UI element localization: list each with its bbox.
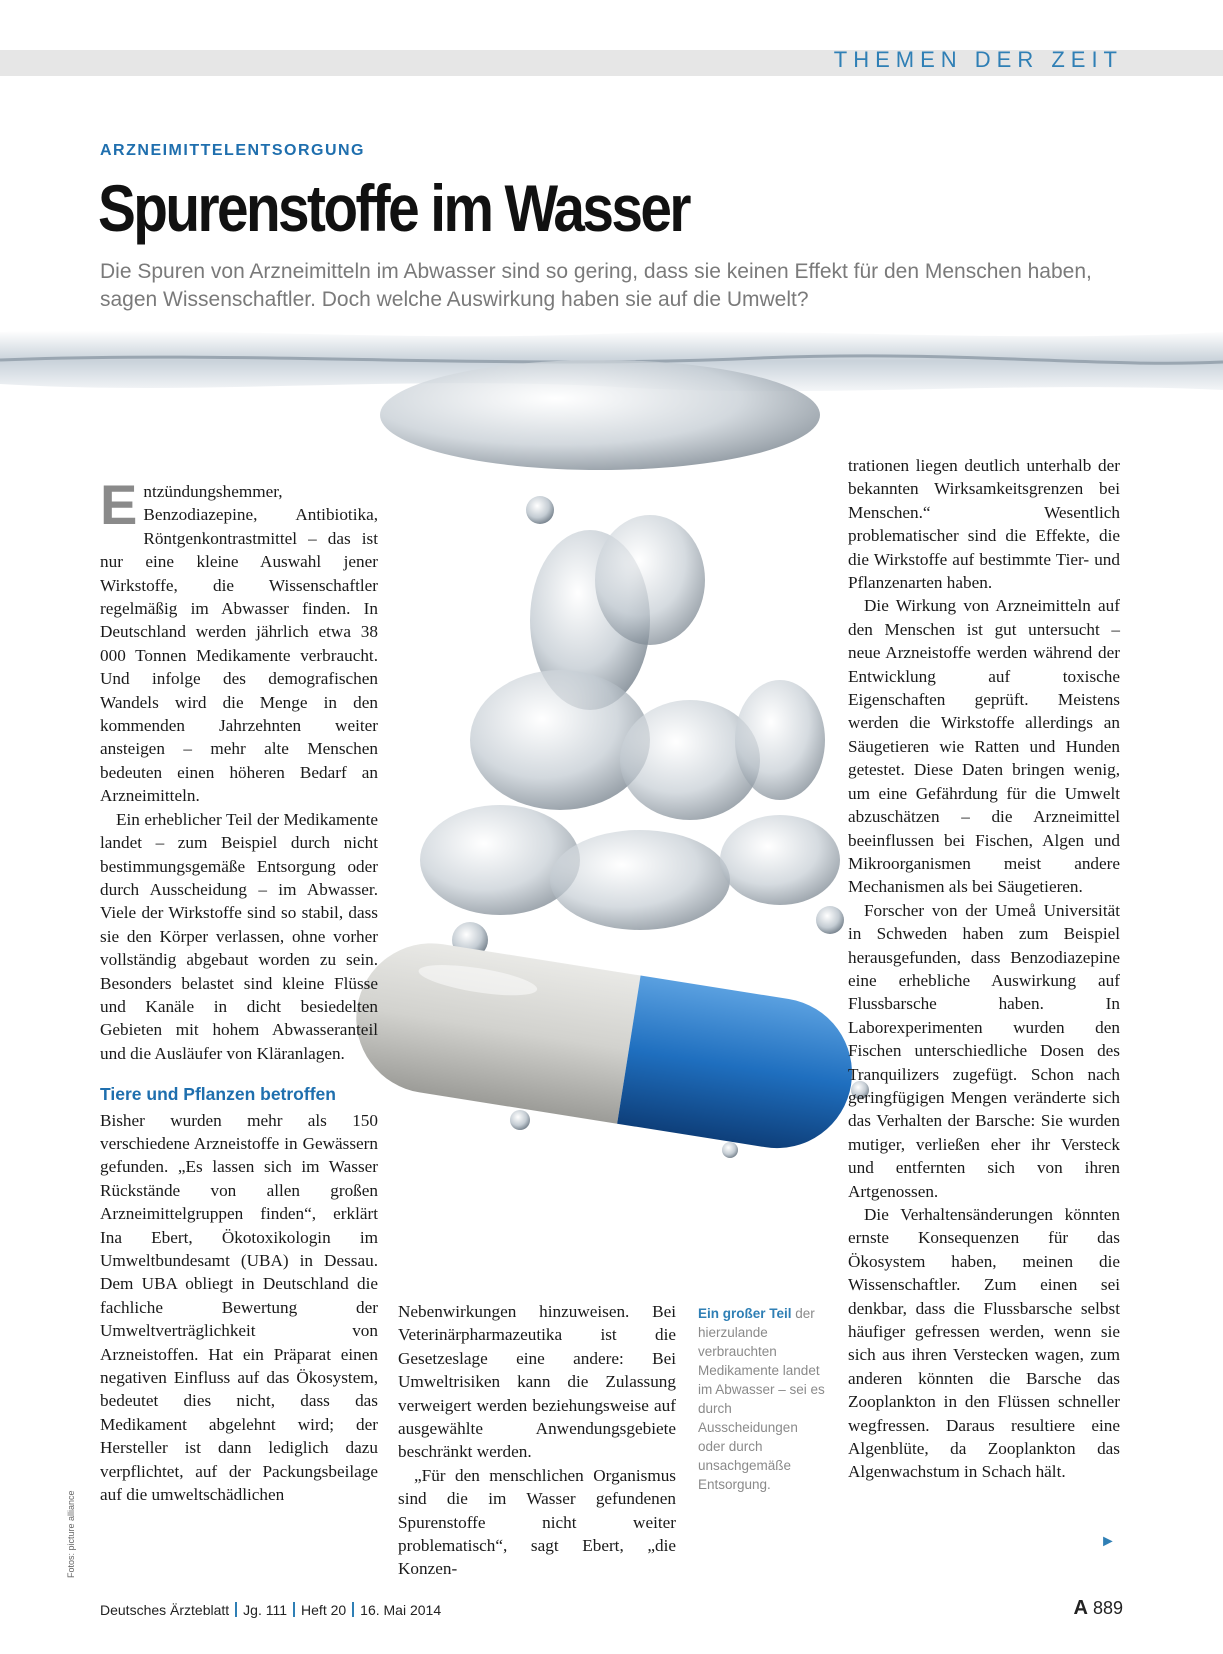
article-lead: Die Spuren von Arzneimitteln im Abwasser sind so gering, dass sie keinen Effekt für den Menschen haben, sagen Wissenschaftler. Doch welche Auswirkung haben sie auf die Umwelt? — [100, 260, 1092, 311]
article-kicker: ARZNEIMITTELENTSORGUNG — [100, 142, 365, 159]
paragraph: Forscher von der Umeå Universität in Schweden haben zum Beispiel herausgefunden, dass Benzodiazepine eine erhebliche Auswirkung auf Flussbarsche haben. In Laborexperimenten wurden den Fischen unterschiedliche Dosen des Tranquilizers zugefügt. Schon nach geringfügigen Mengen veränderte sich das Verhalten der Barsche: Sie wurden mutiger, verließen eher ihr Versteck und entfernten sich von ihren Artgenossen. — [848, 900, 1120, 1201]
column-1 — [100, 473, 378, 1506]
journal-name: Deutsches Ärzteblatt — [100, 1602, 230, 1618]
image-caption — [698, 1304, 828, 1494]
page-number — [1073, 1597, 1123, 1620]
caption-lead: Ein großer Teil — [698, 1306, 792, 1321]
paragraph: Die Verhaltensänderungen könnten ernste Konsequenzen für das Ökosystem haben, meinen die Wissenschaftler. Zum einen sei denkbar, dass die Flussbarsche selbst häufiger gefressen werden, wenn sie sich aus ihren Verstecken wagen, zum anderen könnten die Barsche das Zooplankton in den Flüssen schneller wegfressen. Daraus resultiere eine Algenblüte, da Zooplankton das Algenwachstum in Schach hält. — [848, 1205, 1120, 1482]
paragraph: trationen liegen deutlich unterhalb der bekannten Wirksamkeitsgrenzen bei Menschen.“ Wesentlich problematischer sind die Effekte, die die Wirkstoffe auf bestimmte Tier- und Pflanzenarten haben. — [848, 456, 1120, 593]
continue-arrow-icon: ► — [1100, 1533, 1116, 1550]
page-prefix: A — [1073, 1597, 1088, 1619]
footer-citation — [100, 1602, 441, 1618]
paragraph: „Für den menschlichen Organismus sind die im Wasser gefundenen Spurenstoffe nicht weiter problematisch“, sagt Ebert, „die Konzen- — [398, 1465, 676, 1579]
issue-date: 16. Mai 2014 — [360, 1602, 442, 1618]
column-3 — [848, 454, 1120, 1484]
article-title: Spurenstoffe im Wasser — [98, 171, 689, 245]
separator — [293, 1602, 295, 1617]
drop-cap: E — [100, 473, 138, 536]
column-2 — [398, 1300, 676, 1581]
issue: Heft 20 — [301, 1602, 347, 1618]
paragraph: Bisher wurden mehr als 150 verschiedene Arzneistoffe in Gewässern gefunden. „Es lassen sich im Wasser Rückstände von allen großen Arzneimittelgruppen finden“, erklärt Ina Ebert, Ökotoxikologin im Umweltbundesamt (UBA) in Dessau. Dem UBA obliegt in Deutschland die fachliche Bewertung der Umweltverträglichkeit von Arzneistoffen. Hat ein Präparat einen negativen Einfluss auf das Ökosystem, bedeutet dies nicht, dass das Medikament abgelehnt wird; der Hersteller ist dann lediglich dazu verpflichtet, auf der Packungsbeilage auf die umweltschädlichen — [100, 1110, 378, 1505]
page-number-value: 889 — [1092, 1598, 1123, 1618]
section-label: THEMEN DER ZEIT — [833, 47, 1123, 72]
paragraph: ntzündungshemmer, Benzodiazepine, Antibiotika, Röntgenkontrastmittel – das ist nur eine kleine Auswahl jener Wirkstoffe, die Wissenschaftler regelmäßig im Abwasser finden. In Deutschland werden jährlich etwa 38 000 Tonnen Medikamente verbraucht. Und infolge des demografischen Wandels wird die Menge in den kommenden Jahrzehnten weiter ansteigen – mehr alte Menschen bedeuten einen höheren Bedarf an Arzneimitteln. — [100, 482, 378, 806]
separator — [352, 1602, 354, 1617]
paragraph: Die Wirkung von Arzneimitteln auf den Menschen ist gut untersucht – neue Arzneistoffe werden während der Entwicklung auf toxische Eigenschaften geprüft. Meistens werden die Wirkstoffe allerdings an Säugetieren wie Ratten und Hunden getestet. Diese Daten bringen wenig, um eine Gefährdung für die Umwelt abzuschätzen – die Arzneimittel beeinflussen bei Fischen, Algen und Mikroorganismen meist andere Mechanismen als bei Säugetieren. — [848, 596, 1120, 897]
paragraph: Ein erheblicher Teil der Medikamente landet – zum Beispiel durch nicht bestimmungsgemäße Entsorgung oder durch Ausscheidung – im Abwasser. Viele der Wirkstoffe sind so stabil, dass sie den Körper verlassen, ohne vorher vollständig abgebaut worden zu sein. Besonders belastet sind kleine Flüsse und Kanäle in dicht besiedelten Gebieten mit hohem Abwasseranteil und die Ausläufer von Kläranlagen. — [100, 809, 378, 1063]
photo-credit: Fotos: picture alliance — [66, 1490, 76, 1578]
volume: Jg. 111 — [243, 1602, 288, 1618]
separator — [235, 1602, 237, 1617]
caption-text: der hierzulande verbrauchten Medikamente landet im Abwasser – sei es durch Ausscheidungen oder durch unsachgemäße Entsorgung. — [698, 1306, 825, 1492]
paragraph: Nebenwirkungen hinzuweisen. Bei Veterinärpharmazeutika ist die Gesetzeslage eine andere: Bei Umweltrisiken kann die Zulassung verweigert werden beziehungsweise auf ausgewählte Anwendungsgebiete beschränkt werden. — [398, 1302, 676, 1462]
subheading: Tiere und Pflanzen betroffen — [100, 1084, 336, 1105]
